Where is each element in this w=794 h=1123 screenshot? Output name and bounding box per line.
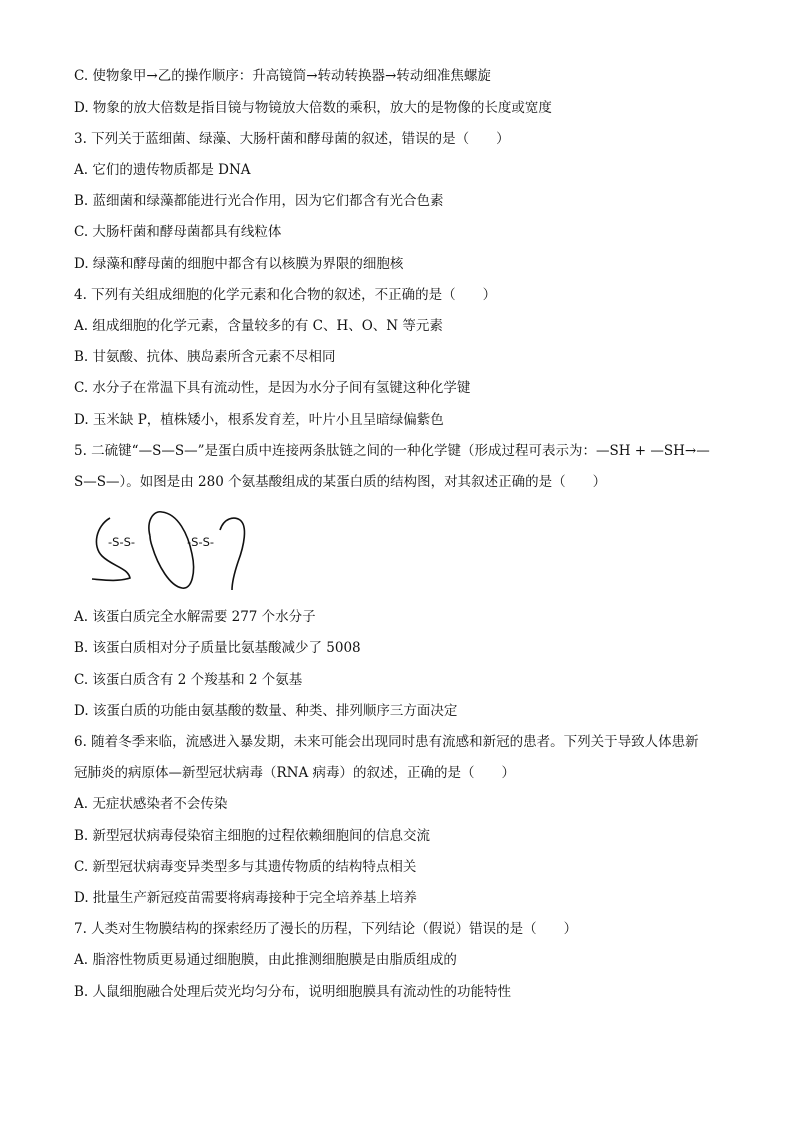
q5-option-a: A. 该蛋白质完全水解需要 277 个水分子 [74,609,316,625]
q6-stem-line1: 6. 随着冬季来临，流感进入暴发期，未来可能会出现同时患有流感和新冠的患者。下列关于导致人体患新 [74,734,699,750]
q3-option-a: A. 它们的遗传物质都是 DNA [74,162,251,178]
q4-option-c: C. 水分子在常温下具有流动性，是因为水分子间有氢键这种化学键 [74,380,471,396]
q4-option-a: A. 组成细胞的化学元素，含量较多的有 C、H、O、N 等元素 [74,318,443,334]
q4-option-d: D. 玉米缺 P，植株矮小，根系发育差，叶片小且呈暗绿偏紫色 [74,412,444,428]
q6-option-b: B. 新型冠状病毒侵染宿主细胞的过程依赖细胞间的信息交流 [74,828,431,844]
q2-option-d: D. 物象的放大倍数是指目镜与物镜放大倍数的乘积，放大的是物像的长度或宽度 [74,100,552,116]
q7-option-a: A. 脂溶性物质更易通过细胞膜，由此推测细胞膜是由脂质组成的 [74,952,457,968]
protein-structure-figure [88,506,258,592]
q5-option-b: B. 该蛋白质相对分子质量比氨基酸减少了 5008 [74,640,361,656]
protein-structure-diagram [88,506,258,592]
q3-option-d: D. 绿藻和酵母菌的细胞中都含有以核膜为界限的细胞核 [74,256,404,272]
q4-stem: 4. 下列有关组成细胞的化学元素和化合物的叙述，不正确的是（ ） [74,287,497,303]
q6-stem-line2: 冠肺炎的病原体—新型冠状病毒（RNA 病毒）的叙述，正确的是（ ） [74,765,516,781]
disulfide-bond-left: -S-S- [108,535,136,549]
left-peptide-chain [92,518,130,580]
q6-option-a: A. 无症状感染者不会传染 [74,796,228,812]
q6-option-c: C. 新型冠状病毒变异类型多与其遗传物质的结构特点相关 [74,859,417,875]
q5-option-d: D. 该蛋白质的功能由氨基酸的数量、种类、排列顺序三方面决定 [74,703,458,719]
q3-option-b: B. 蓝细菌和绿藻都能进行光合作用，因为它们都含有光合色素 [74,193,444,209]
right-peptide-chain [220,518,244,590]
q4-option-b: B. 甘氨酸、抗体、胰岛素所含元素不尽相同 [74,349,336,365]
q2-option-c: C. 使物象甲→乙的操作顺序：升高镜筒→转动转换器→转动细准焦螺旋 [74,68,491,84]
q6-option-d: D. 批量生产新冠疫苗需要将病毒接种于完全培养基上培养 [74,890,417,906]
disulfide-bond-right: -S-S- [187,535,215,549]
q7-option-b: B. 人鼠细胞融合处理后荧光均匀分布，说明细胞膜具有流动性的功能特性 [74,984,512,1000]
middle-peptide-loop [149,512,194,588]
q5-stem-line1: 5. 二硫键“—S—S—”是蛋白质中连接两条肽链之间的一种化学键（形成过程可表示为：—SH + —SH→— [74,443,710,459]
q5-option-c: C. 该蛋白质含有 2 个羧基和 2 个氨基 [74,672,303,688]
q3-option-c: C. 大肠杆菌和酵母菌都具有线粒体 [74,224,282,240]
q5-stem-line2: S—S—）。如图是由 280 个氨基酸组成的某蛋白质的结构图，对其叙述正确的是（ ） [74,474,607,490]
q7-stem: 7. 人类对生物膜结构的探索经历了漫长的历程，下列结论（假说）错误的是（ ） [74,921,578,937]
q3-stem: 3. 下列关于蓝细菌、绿藻、大肠杆菌和酵母菌的叙述，错误的是（ ） [74,131,510,147]
